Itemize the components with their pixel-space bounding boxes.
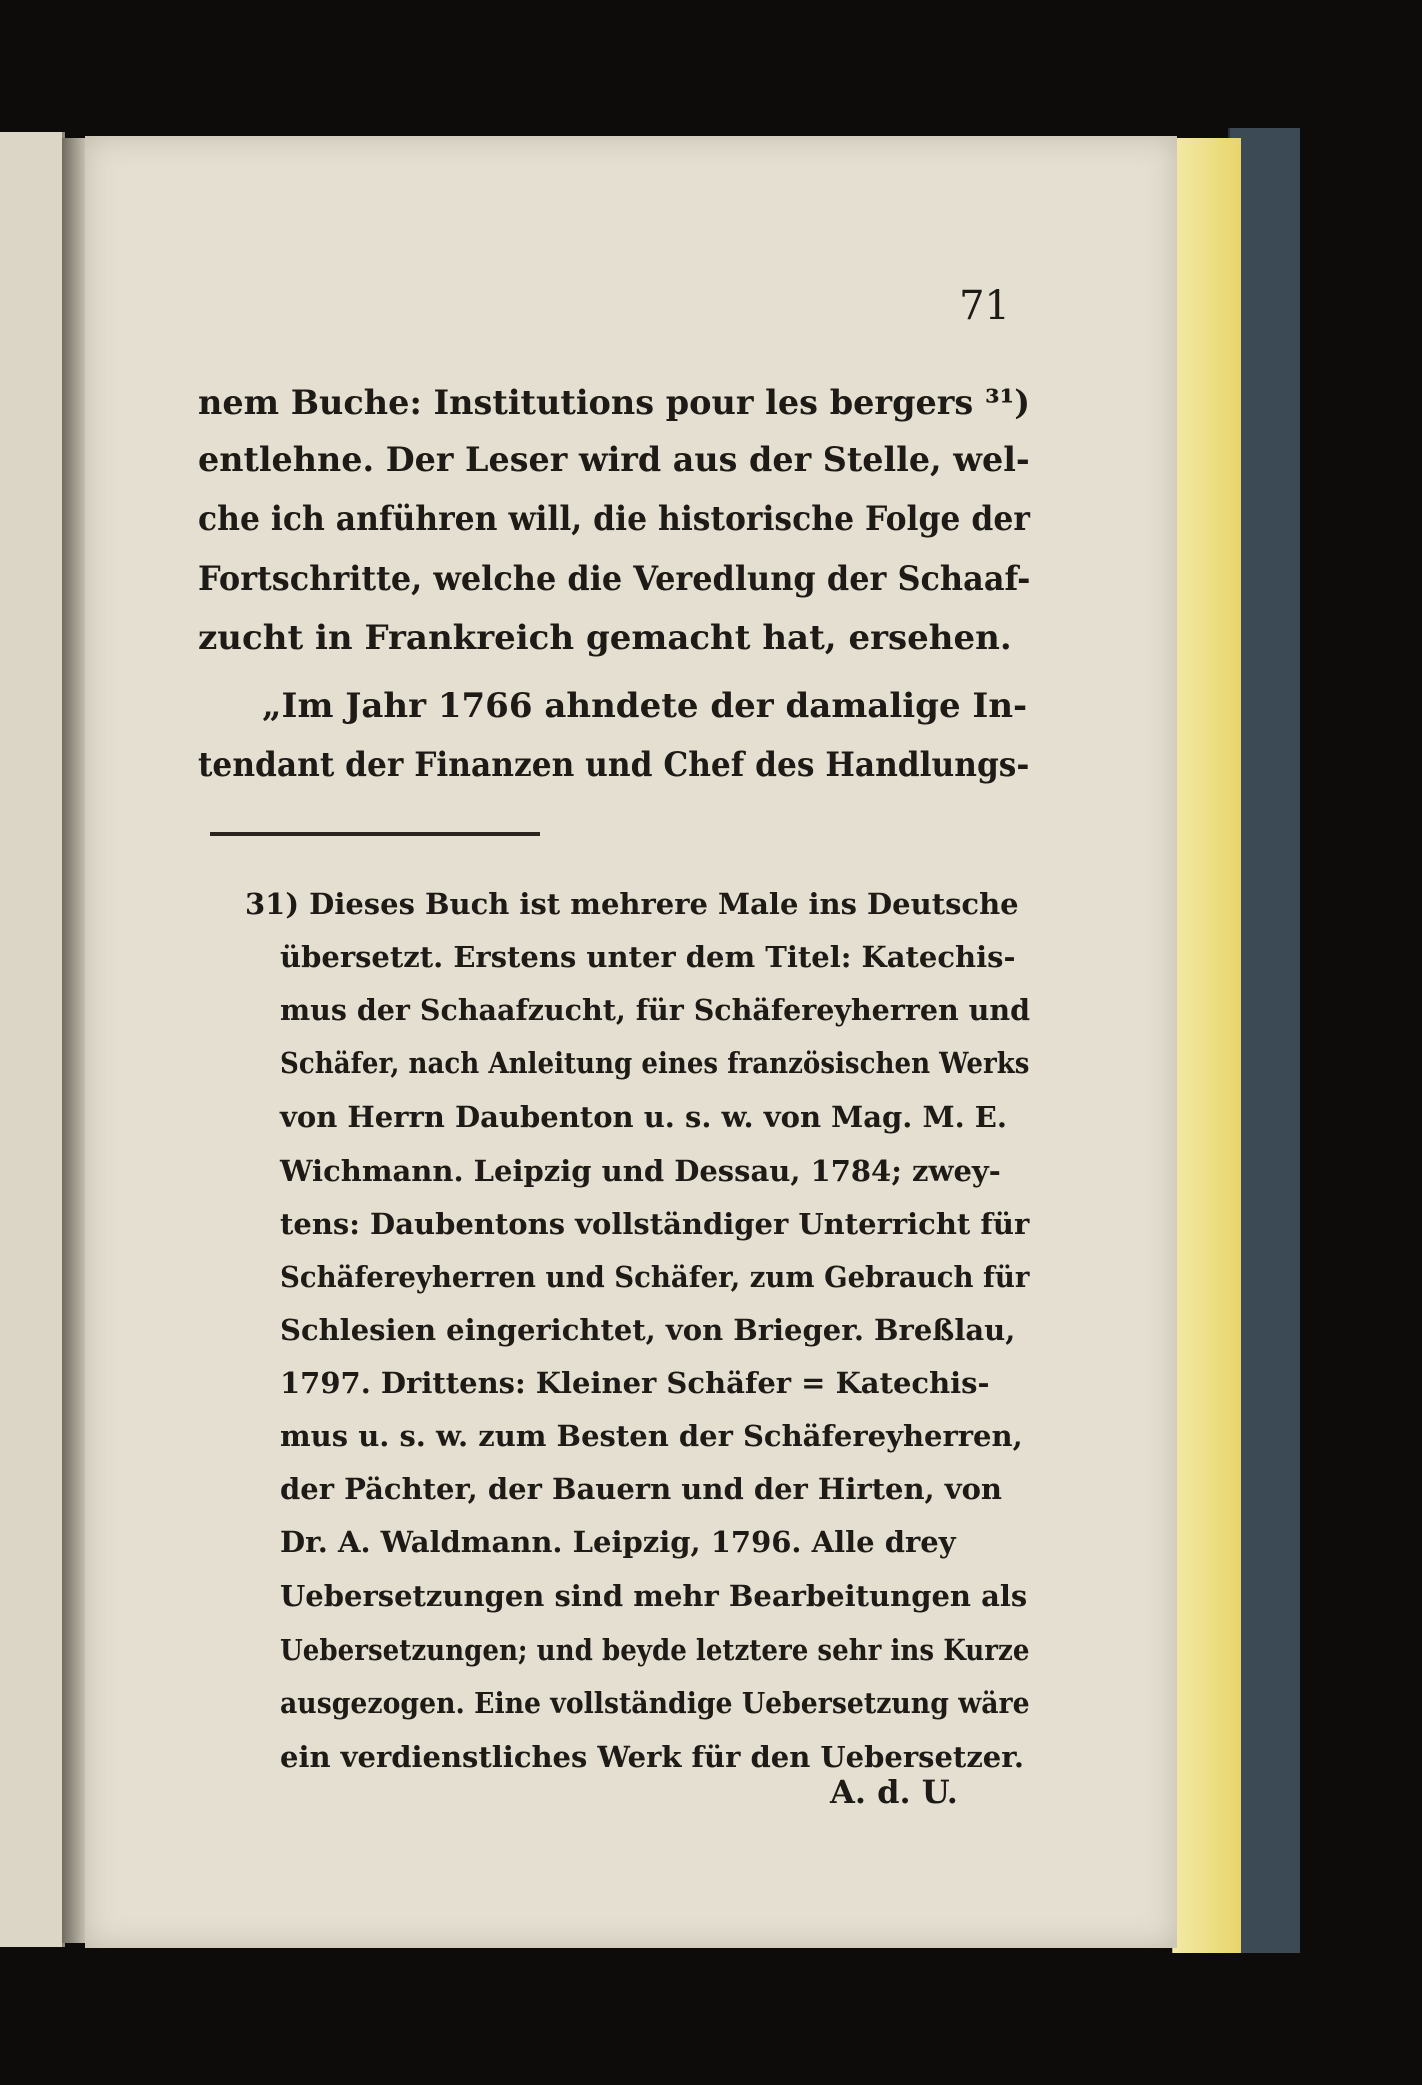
footnote-line: von Herrn Daubenton u. s. w. von Mag. M. E. [280, 1100, 1007, 1134]
body-line: che ich anführen will, die historische Folge der [198, 499, 1030, 539]
footnote-line: Schlesien eingerichtet, von Brieger. Breßlau, [280, 1313, 1016, 1347]
footnote-line: 1797. Drittens: Kleiner Schäfer = Katechis- [280, 1366, 990, 1400]
footnote-line: mus u. s. w. zum Besten der Schäfereyherren, [280, 1419, 1023, 1453]
footnote-line: Schäfer, nach Anleitung eines französischen Werks [280, 1046, 1030, 1080]
body-line: zucht in Frankreich gemacht hat, ersehen. [198, 618, 1012, 658]
body-line: „Im Jahr 1766 ahndete der damalige In- [262, 686, 1028, 726]
body-line: entlehne. Der Leser wird aus der Stelle, wel- [198, 440, 1030, 480]
footnote-line: Uebersetzungen; und beyde letztere sehr ins Kurze [280, 1633, 1030, 1667]
footnote-line: der Pächter, der Bauern und der Hirten, von [280, 1472, 1003, 1506]
footnote-line: übersetzt. Erstens unter dem Titel: Katechis- [280, 940, 1016, 974]
body-line: tendant der Finanzen und Chef des Handlungs- [198, 745, 1030, 785]
footnote-line: Schäfereyherren und Schäfer, zum Gebrauch für [280, 1260, 1030, 1294]
left-page-edge [0, 132, 65, 1947]
body-line: Fortschritte, welche die Veredlung der Schaaf- [198, 559, 1031, 599]
footnote-separator [210, 832, 540, 836]
body-line: nem Buche: Institutions pour les bergers ³¹) [198, 383, 1031, 423]
footnote-line: Dr. A. Waldmann. Leipzig, 1796. Alle drey [280, 1525, 956, 1559]
footnote-line: mus der Schaafzucht, für Schäfereyherren und [280, 993, 1031, 1027]
page-edges [1172, 138, 1241, 1953]
footnote-line: Uebersetzungen sind mehr Bearbeitungen als [280, 1579, 1028, 1613]
footnote-line: Wichmann. Leipzig und Dessau, 1784; zwey- [280, 1154, 1001, 1188]
footnote-attribution: A. d. U. [830, 1773, 958, 1811]
page-number: 71 [959, 283, 1010, 329]
footnote-line: ausgezogen. Eine vollständige Uebersetzung wäre [280, 1686, 1030, 1720]
footnote-line: 31) Dieses Buch ist mehrere Male ins Deutsche [245, 887, 1019, 921]
footnote-line: tens: Daubentons vollständiger Unterricht für [280, 1207, 1030, 1241]
footnote-line: ein verdienstliches Werk für den Uebersetzer. [280, 1740, 1024, 1774]
